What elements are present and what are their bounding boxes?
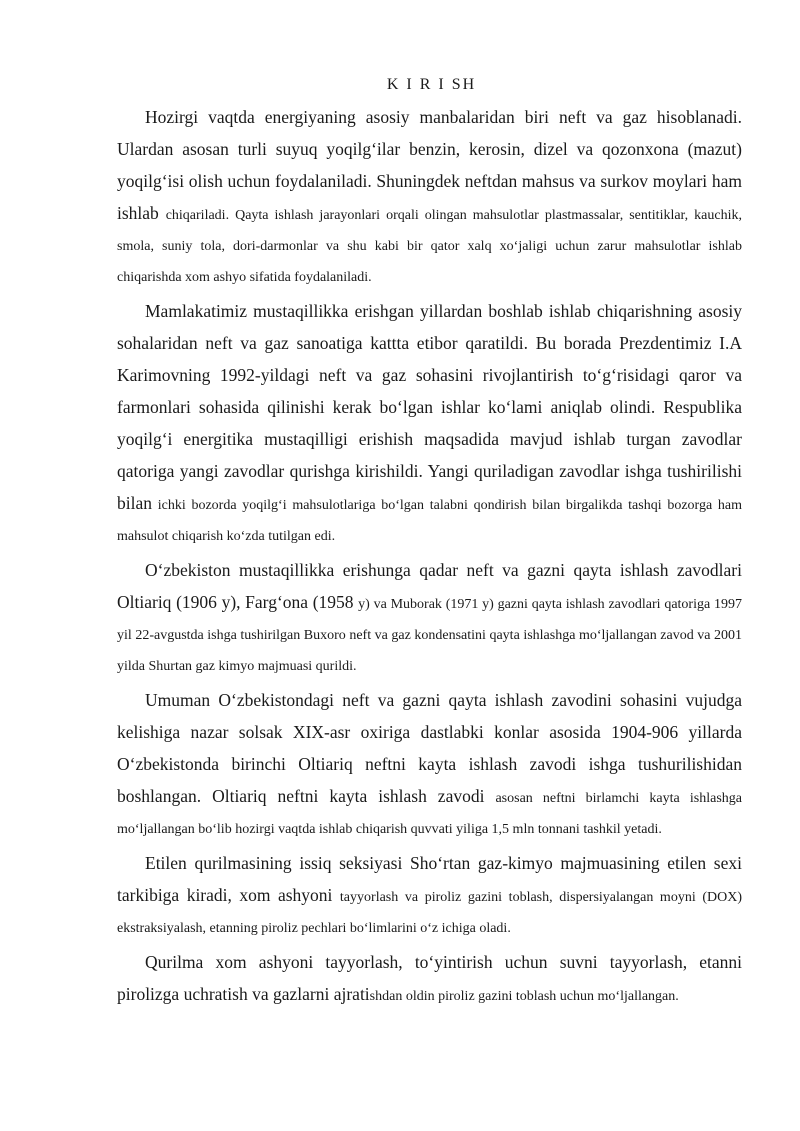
- paragraph-6: [117, 947, 742, 1011]
- paragraph-5-tail: tayyorlash va piroliz gazini toblash, dispersiyalangan moyni (DOX) ekstraksiyalash, etanning piroliz pechlari bo‘limlarini o‘z ichiga oladi.: [117, 890, 742, 936]
- paragraph-1: [117, 102, 742, 292]
- paragraph-4-main: Umuman O‘zbekistondagi neft va gazni qayta ishlash zavodini sohasini vujudga kelishiga nazar solsak XIX-asr oxiriga dastlabki konlar asosida 1904-906 yillarda O‘zbekistonda birinchi Oltiariq neftni kayta ishlash zavodi ishga tushurilishidan boshlangan. Oltiariq neftni kayta ishlash zavodi: [117, 690, 742, 806]
- paragraph-1-tail: chiqariladi. Qayta ishlash jarayonlari orqali olingan mahsulotlar plastmassalar, sentitiklar, kauchik, smola, suniy tola, dori-darmonlar va shu kabi bir qator xalq xo‘jaligi uchun zarur mahsulotlar ishlab chiqarishda xom ashyo sifatida foydalaniladi.: [117, 208, 742, 285]
- paragraph-4-tail: asosan neftni birlamchi kayta ishlashga mo‘ljallangan bo‘lib hozirgi vaqtda ishlab chiqarish quvvati yiliga 1,5 mln tonnani tashkil yetadi.: [117, 791, 742, 837]
- paragraph-1-main: Hozirgi vaqtda energiyaning asosiy manbalaridan biri neft va gaz hisoblanadi. Ulardan asosan turli suyuq yoqilg‘ilar benzin, kerosin, dizel va qozonxona (mazut) yoqilg‘isi olish uchun foydalaniladi. Shuningdek neftdan mahsus va surkov moylari ham ishlab: [117, 107, 742, 223]
- paragraph-2: [117, 296, 742, 551]
- page-title: K I R I SH: [386, 76, 477, 93]
- paragraph-4: [117, 685, 742, 844]
- paragraph-3-main: O‘zbekiston mustaqillikka erishunga qadar neft va gazni qayta ishlash zavodlari Oltiariq (1906 y), Farg‘ona (1958: [117, 560, 742, 612]
- paragraph-6-main: Qurilma xom ashyoni tayyorlash, to‘yintirish uchun suvni tayyorlash, etanni pirolizga uchratish va gazlarni ajrati: [117, 952, 742, 1004]
- paragraph-2-tail: ichki bozorda yoqilg‘i mahsulotlariga bo‘lgan talabni qondirish bilan birgalikda tashqi bozorga ham mahsulot chiqarish ko‘zda tutilgan edi.: [117, 498, 742, 544]
- paragraph-2-main: Mamlakatimiz mustaqillikka erishgan yillardan boshlab ishlab chiqarishning asosiy sohalaridan neft va gaz sanoatiga kattta etibor qaratildi. Bu borada Prezdentimiz I.A Karimovning 1992-yildagi neft va gaz sohasini rivojlantirish to‘g‘risidagi qaror va farmonlari sohasida qilinishi kerak bo‘lgan ishlar ko‘lami aniqlab olindi. Respublika yoqilg‘i energitika mustaqilligi erishish maqsadida mavjud ishlab turgan zavodlar qatoriga yangi zavodlar qurishga kirishildi. Yangi quriladigan zavodlar ishga tushirilishi bilan: [117, 301, 742, 513]
- paragraph-5: [117, 848, 742, 943]
- paragraph-3: [117, 555, 742, 681]
- paragraph-6-tail: shdan oldin piroliz gazini toblash uchun mo‘ljallangan.: [369, 989, 679, 1004]
- paragraph-5-main: Etilen qurilmasining issiq seksiyasi Sho‘rtan gaz-kimyo majmuasining etilen sexi tarkibiga kiradi, xom ashyoni: [117, 853, 742, 905]
- paragraph-3-tail: y) va Muborak (1971 y) gazni qayta ishlash zavodlari qatoriga 1997 yil 22-avgustda ishga tushirilgan Buxoro neft va gaz kondensatini qayta ishlashga mo‘ljallangan zavod va 2001 yilda Shurtan gaz kimyo majmuasi qurildi.: [117, 597, 742, 674]
